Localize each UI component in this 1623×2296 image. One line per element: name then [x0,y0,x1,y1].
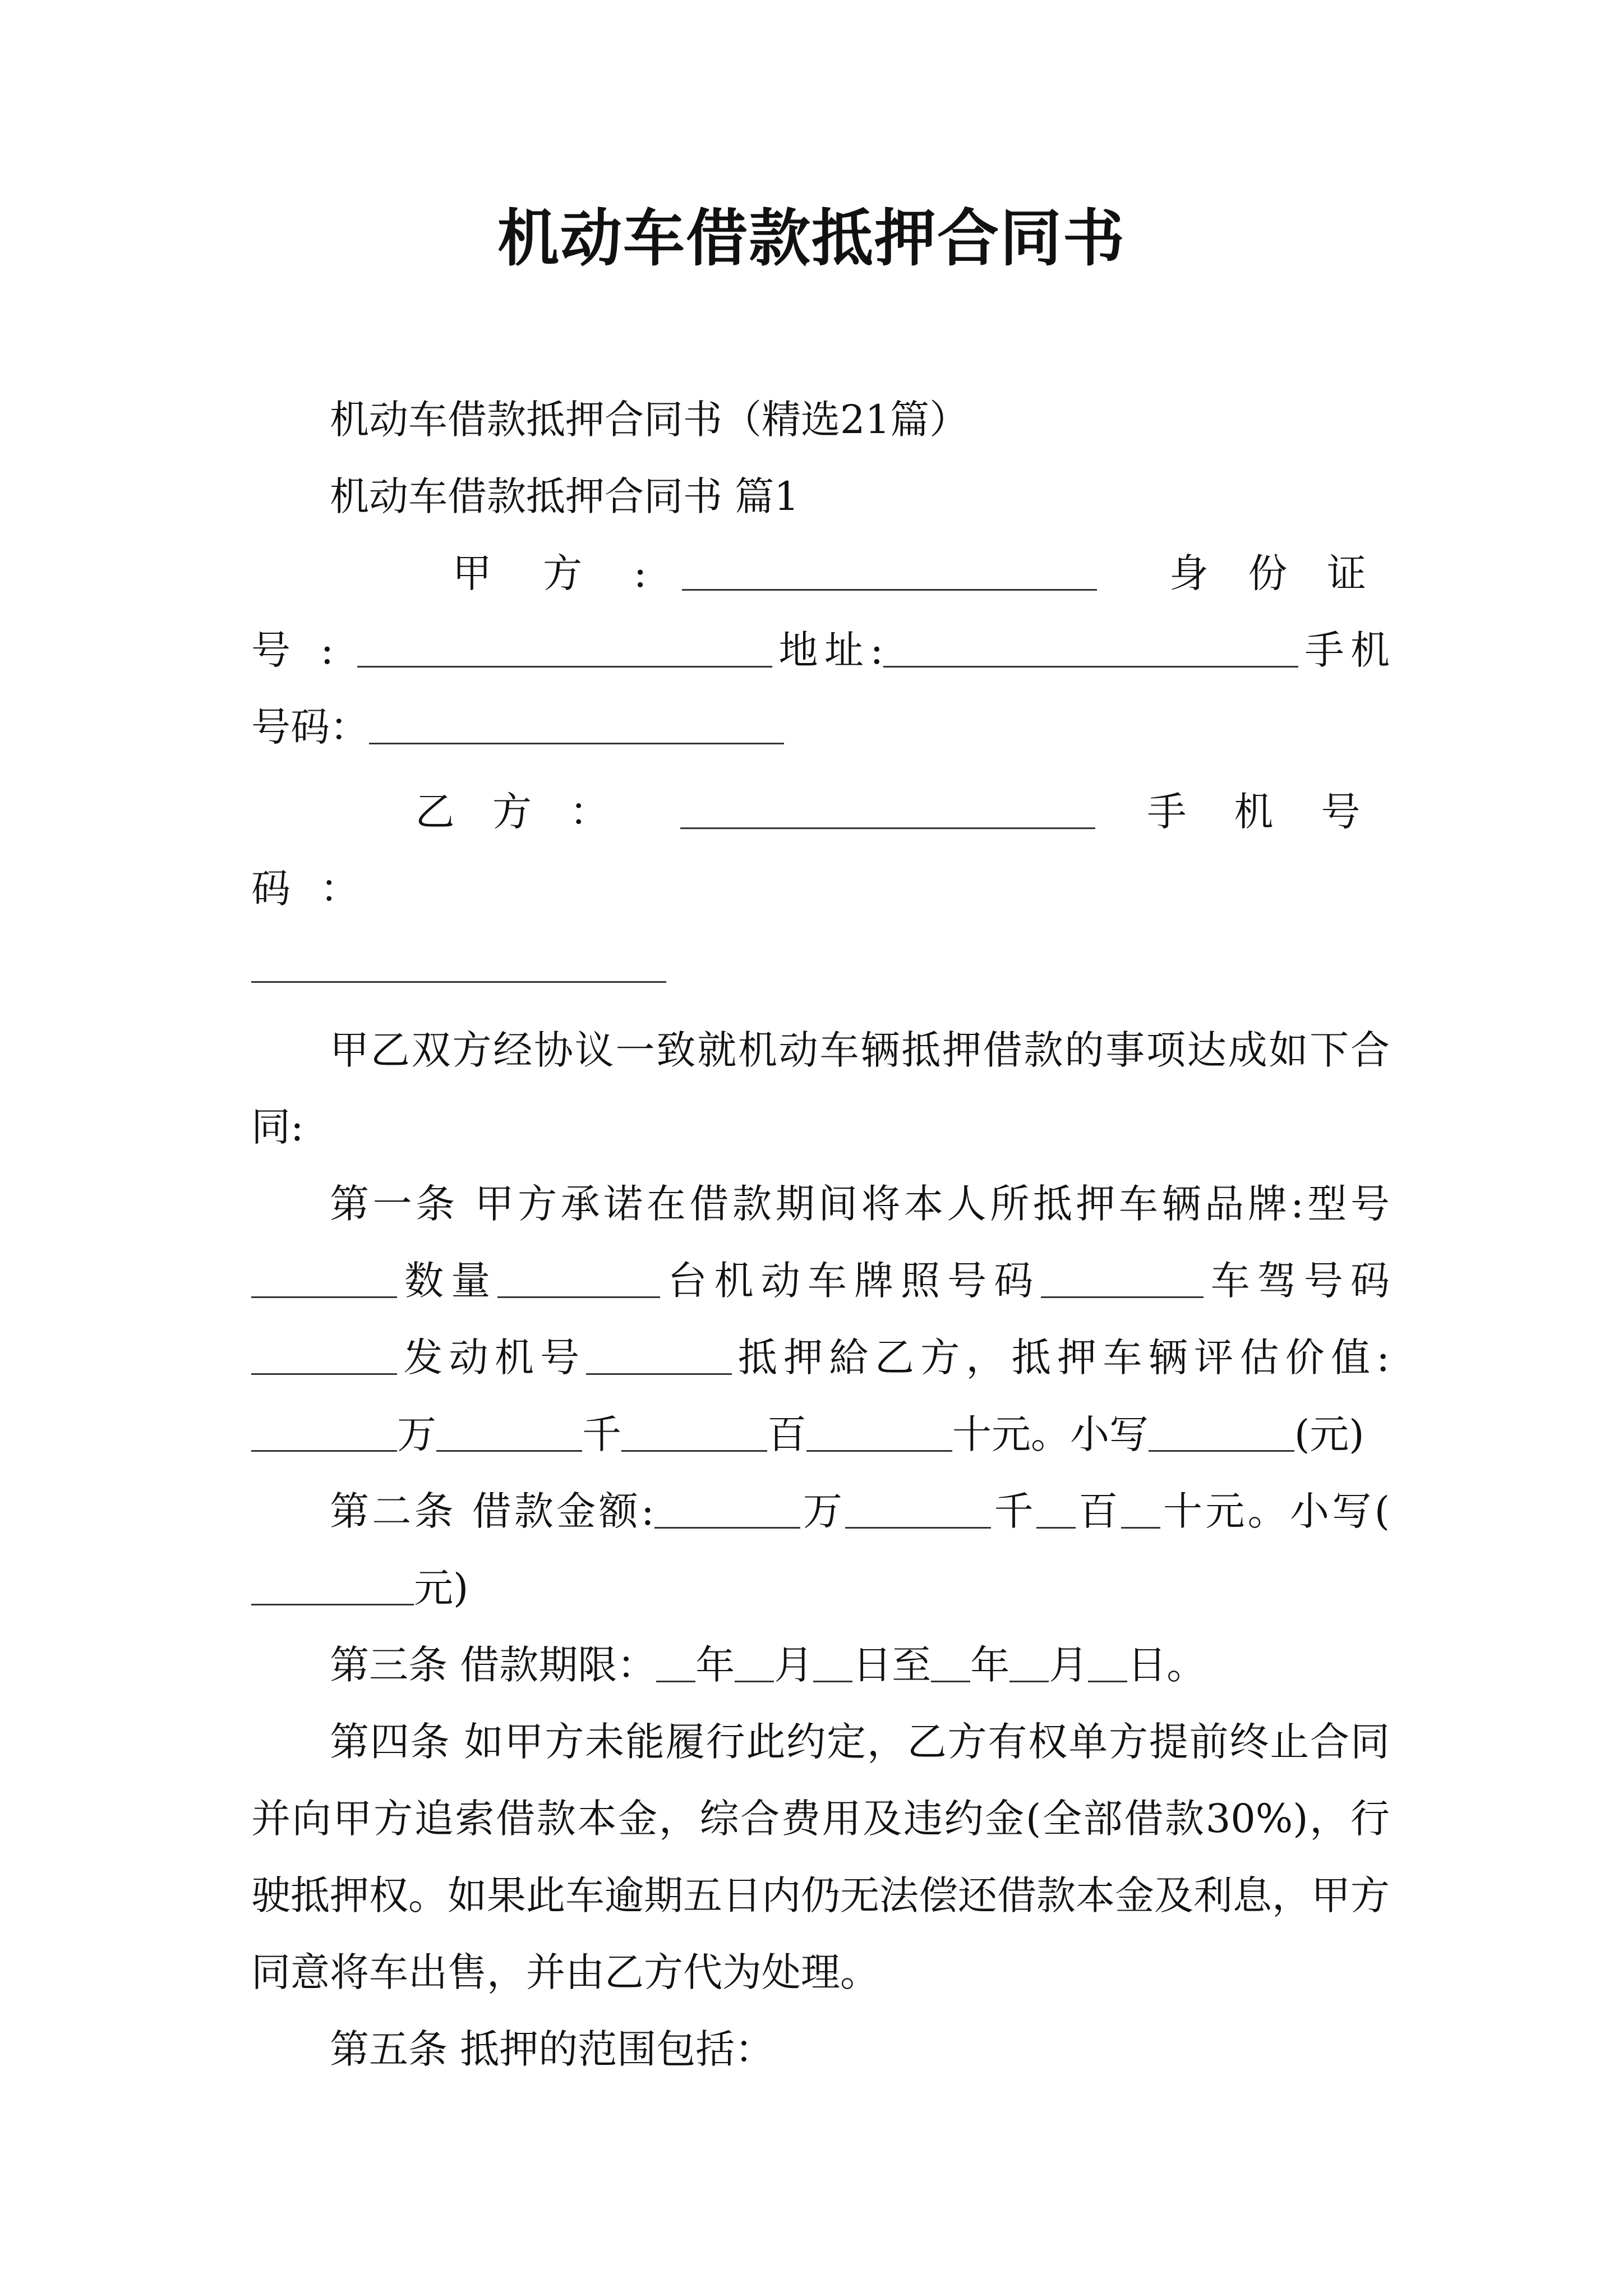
article2-yuan-label: 元) [414,1565,469,1611]
article1-pledge-text: 抵押給乙方，抵押车辆评估价值: [731,1335,1390,1381]
subtitle: 机动车借款抵押合同书（精选21篇） [330,397,969,443]
article1-wan-blank[interactable] [251,1413,397,1452]
article3-year1-label: 年 [695,1642,735,1688]
article1-frame-blank[interactable] [251,1336,397,1375]
article3-day1-blank[interactable] [813,1644,852,1683]
article1-yuan-label: (元) [1294,1411,1364,1457]
party-a-id-blank[interactable] [357,629,772,668]
article1-bai-blank[interactable] [621,1413,767,1452]
article2-lead: 第二条 借款金额: [330,1488,654,1534]
article3-year2-label: 年 [970,1642,1010,1688]
contract-body [251,381,1390,2088]
article2-amount-blank[interactable] [251,1567,414,1606]
article3-month1-blank[interactable] [735,1644,774,1683]
article3-day2-label: 日。 [1127,1642,1206,1688]
article2-bai-label: 百 [1075,1488,1121,1534]
party-a-phone-label: 手机号码： [251,627,1390,750]
party-a-label: 甲方: [436,550,683,596]
section-heading: 机动车借款抵押合同书 篇1 [330,473,799,519]
page-title: 机动车借款抵押合同书 [497,202,1126,274]
party-a-phone-blank[interactable] [369,706,784,745]
article1-engine-label: 发动机号 [397,1335,586,1381]
party-a-id-label: 身份证号: [251,550,1390,673]
article2-shi-blank[interactable] [1121,1490,1160,1529]
article-2 [251,1473,1390,1627]
article2-qian-blank[interactable] [845,1490,991,1529]
party-b-phone-label: 手机号码： [251,789,1390,912]
section-heading-line [251,458,1390,535]
article1-amount-blank[interactable] [1149,1413,1294,1452]
intro-paragraph [251,1012,1390,1166]
article1-wan-label: 万 [397,1411,436,1457]
party-a-block [251,535,1390,766]
article-3 [251,1627,1390,1704]
article3-lead: 第三条 借款期限： [330,1642,657,1688]
party-b-label: 乙方： [397,789,647,835]
article3-day2-blank[interactable] [1088,1644,1127,1683]
article1-shi-blank[interactable] [806,1413,952,1452]
article-4 [251,1704,1390,2011]
article1-model-blank[interactable] [251,1259,397,1299]
party-a-name-blank[interactable] [682,552,1097,591]
party-a-address-label: 地址: [772,627,884,673]
article2-shi-label: 十元。小写( [1160,1488,1390,1534]
article1-engine-blank[interactable] [586,1336,732,1375]
article2-bai-blank[interactable] [1036,1490,1076,1529]
article1-bai-label: 百 [767,1411,806,1457]
article1-qty-blank[interactable] [497,1259,660,1299]
article3-month2-label: 月 [1049,1642,1089,1688]
party-b-name-blank[interactable] [680,790,1095,830]
article3-year1-blank[interactable] [656,1644,695,1683]
article1-frame-label: 车驾号码 [1203,1258,1390,1304]
article1-plate-label: 台机动车牌照号码 [660,1258,1041,1304]
article1-qty-label: 数量 [397,1258,498,1304]
article1-qian-label: 千 [582,1411,621,1457]
subtitle-line [251,381,1390,458]
article1-lead: 第一条 甲方承诺在借款期间将本人所抵押车辆品牌:型号 [330,1181,1390,1227]
article2-wan-blank[interactable] [654,1490,800,1529]
article1-shi-label: 十元。小写 [952,1411,1149,1457]
article-5 [251,2011,1390,2088]
party-b-block [251,774,1390,1004]
intro-text: 甲乙双方经协议一致就机动车辆抵押借款的事项达成如下合同: [251,1027,1390,1150]
party-b-phone-blank[interactable] [251,944,666,983]
article1-qian-blank[interactable] [436,1413,582,1452]
article2-qian-label: 千 [991,1488,1036,1534]
article3-year2-blank[interactable] [931,1644,970,1683]
article-1 [251,1166,1390,1473]
article2-wan-label: 万 [800,1488,846,1534]
party-a-address-blank[interactable] [883,629,1298,668]
article3-month1-label: 月 [774,1642,814,1688]
article4-text: 第四条 如甲方未能履行此约定，乙方有权单方提前终止合同并向甲方追索借款本金，综合费用及违约金(全部借款30%)，行驶抵押权。如果此车逾期五日内仍无法偿还借款本金及利息，甲方同意将车出售，并由乙方代为处理。 [251,1719,1390,1995]
article1-plate-blank[interactable] [1041,1259,1204,1299]
article5-text: 第五条 抵押的范围包括： [330,2026,774,2072]
article3-month2-blank[interactable] [1009,1644,1049,1683]
article3-day1-label: 日至 [852,1642,932,1688]
